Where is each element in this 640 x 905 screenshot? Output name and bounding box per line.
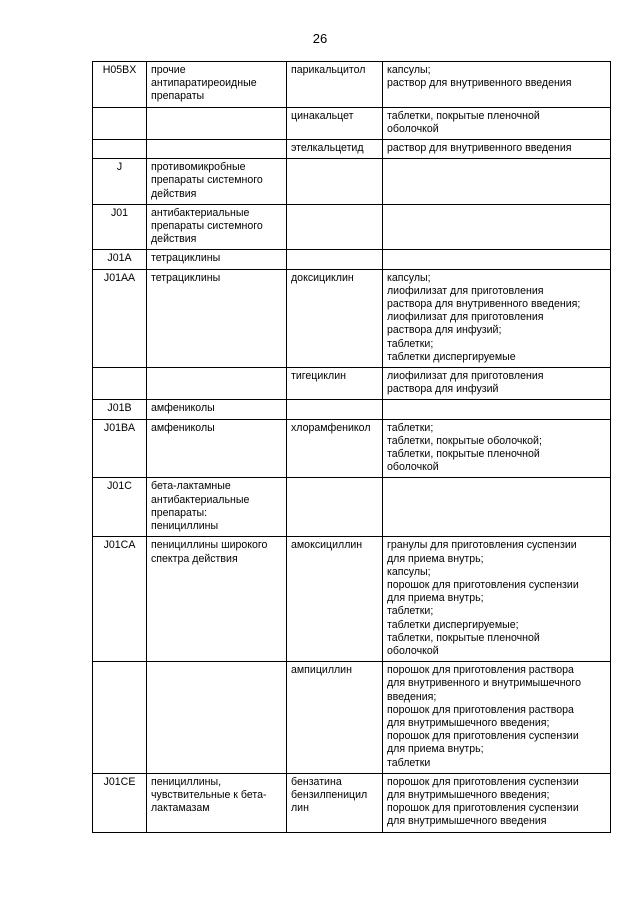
cell-line: таблетки; (387, 421, 434, 434)
cell-line: противомикробные (151, 161, 246, 174)
drug-name-cell (287, 250, 383, 269)
group-cell (147, 400, 287, 419)
cell-line: таблетки, покрытые пленочной (387, 448, 540, 461)
cell-line: лиофилизат для приготовления (387, 370, 544, 383)
table-row (93, 400, 611, 419)
cell-line: тетрациклины (151, 252, 221, 265)
dosage-forms-cell (383, 662, 611, 774)
dosage-forms-cell (383, 107, 611, 139)
cell-line: препараты системного (151, 174, 263, 187)
atc-code-cell: J (93, 159, 147, 205)
dosage-forms-cell (383, 478, 611, 537)
drug-name-cell (287, 662, 383, 774)
drug-name-cell (287, 204, 383, 250)
cell-line: бензилпеницил (291, 788, 368, 801)
group-cell (147, 107, 287, 139)
atc-code-cell: J01CA (93, 537, 147, 662)
cell-line: таблетки (387, 756, 431, 769)
group-cell (147, 204, 287, 250)
drug-name-cell (287, 269, 383, 367)
dosage-forms-cell (383, 140, 611, 159)
drug-name-cell (287, 400, 383, 419)
atc-code-cell (93, 368, 147, 400)
drug-name-cell (287, 478, 383, 537)
cell-line: для внутримышечного введения; (387, 788, 550, 801)
cell-line: порошок для приготовления раствора (387, 664, 574, 677)
cell-line: ампициллин (291, 664, 352, 677)
cell-line: оболочкой (387, 644, 439, 657)
cell-line: порошок для приготовления суспензии (387, 578, 579, 591)
cell-line: антибактериальные (151, 206, 250, 219)
cell-line: таблетки; (387, 605, 434, 618)
cell-line: порошок для приготовления суспензии (387, 730, 579, 743)
cell-line: для приема внутрь; (387, 743, 484, 756)
cell-line: раствора для инфузий; (387, 324, 502, 337)
cell-line: лин (291, 802, 309, 815)
cell-line: таблетки, покрытые пленочной (387, 109, 540, 122)
cell-line: парикальцитол (291, 64, 366, 76)
atc-code-cell: J01B (93, 400, 147, 419)
atc-code-cell: J01CE (93, 773, 147, 832)
cell-line: введения; (387, 690, 437, 703)
atc-code-cell (93, 107, 147, 139)
group-cell (147, 269, 287, 367)
cell-line: бета-лактамные (151, 480, 231, 493)
dosage-forms-cell (383, 204, 611, 250)
cell-line: таблетки, покрытые пленочной (387, 631, 540, 644)
table-row (93, 269, 611, 367)
cell-line: для приема внутрь; (387, 552, 484, 565)
cell-line: амфениколы (151, 402, 215, 415)
cell-line: капсулы; (387, 271, 431, 284)
cell-line: для внутримышечного введения (387, 815, 547, 828)
table-row (93, 662, 611, 774)
dosage-forms-cell (383, 419, 611, 478)
cell-line: порошок для приготовления суспензии (387, 775, 579, 788)
cell-line: раствор для внутривенного введения (387, 142, 572, 155)
group-cell (147, 368, 287, 400)
drug-name-cell (287, 419, 383, 478)
drug-name-cell (287, 368, 383, 400)
cell-line: доксициклин (291, 271, 354, 284)
cell-line: лиофилизат для приготовления (387, 284, 544, 297)
cell-line: антибактериальные (151, 493, 250, 506)
cell-line: порошок для приготовления раствора (387, 703, 574, 716)
table-row (93, 537, 611, 662)
cell-line: тигециклин (291, 370, 346, 383)
table-row (93, 62, 611, 108)
cell-line: лиофилизат для приготовления (387, 311, 544, 324)
cell-line: хлорамфеникол (291, 421, 371, 434)
atc-code-cell (93, 662, 147, 774)
drug-name-cell (287, 537, 383, 662)
cell-line: спектра действия (151, 552, 238, 565)
table-row (93, 773, 611, 832)
group-cell (147, 478, 287, 537)
cell-line: пенициллины широкого (151, 539, 268, 552)
cell-line: лактамазам (151, 802, 210, 815)
drug-name-cell (287, 773, 383, 832)
cell-line: препараты: (151, 506, 208, 519)
group-cell (147, 62, 287, 108)
cell-line: амоксициллин (291, 539, 363, 552)
dosage-forms-cell (383, 269, 611, 367)
table-row (93, 140, 611, 159)
cell-line: препараты системного (151, 220, 263, 233)
cell-line: таблетки, покрытые оболочкой; (387, 434, 542, 447)
atc-code-cell (93, 140, 147, 159)
atc-code-cell: J01A (93, 250, 147, 269)
drug-name-cell (287, 140, 383, 159)
drug-name-cell (287, 159, 383, 205)
dosage-forms-cell (383, 368, 611, 400)
drug-table (92, 61, 611, 833)
atc-code-cell: H05BX (93, 62, 147, 108)
cell-line: для приема внутрь; (387, 592, 484, 605)
atc-code-cell: J01BA (93, 419, 147, 478)
drug-name-cell (287, 107, 383, 139)
table-row (93, 204, 611, 250)
group-cell (147, 537, 287, 662)
dosage-forms-cell (383, 159, 611, 205)
cell-line: препараты (151, 90, 205, 103)
cell-line: таблетки диспергируемые; (387, 618, 519, 631)
cell-line: раствора для внутривенного введения; (387, 298, 581, 311)
table-row (93, 107, 611, 139)
cell-line: раствора для инфузий (387, 383, 499, 396)
cell-line: действия (151, 233, 197, 246)
table-row (93, 478, 611, 537)
cell-line: этелкальцетид (291, 142, 364, 155)
cell-line: раствор для внутривенного введения (387, 77, 572, 90)
cell-line: амфениколы (151, 421, 215, 434)
cell-line: гранулы для приготовления суспензии (387, 539, 577, 552)
cell-line: капсулы; (387, 64, 431, 76)
cell-line: порошок для приготовления суспензии (387, 802, 579, 815)
table-row (93, 159, 611, 205)
group-cell (147, 140, 287, 159)
table-row (93, 368, 611, 400)
group-cell (147, 419, 287, 478)
cell-line: для внутримышечного введения; (387, 716, 550, 729)
group-cell (147, 662, 287, 774)
cell-line: таблетки; (387, 337, 434, 350)
atc-code-cell: J01C (93, 478, 147, 537)
cell-line: чувствительные к бета- (151, 788, 267, 801)
cell-line: пенициллины (151, 520, 219, 533)
atc-code-cell: J01AA (93, 269, 147, 367)
group-cell (147, 773, 287, 832)
cell-line: бензатина (291, 775, 342, 788)
dosage-forms-cell (383, 537, 611, 662)
cell-line: действия (151, 187, 197, 200)
group-cell (147, 250, 287, 269)
dosage-forms-cell (383, 400, 611, 419)
cell-line: антипаратиреоидные (151, 77, 257, 90)
atc-code-cell: J01 (93, 204, 147, 250)
page-number: 26 (312, 31, 328, 46)
cell-line: тетрациклины (151, 271, 221, 284)
cell-line: цинакальцет (291, 109, 354, 122)
cell-line: пенициллины, (151, 775, 222, 788)
cell-line: таблетки диспергируемые (387, 350, 516, 363)
cell-line: капсулы; (387, 565, 431, 578)
table-row (93, 419, 611, 478)
dosage-forms-cell (383, 250, 611, 269)
group-cell (147, 159, 287, 205)
dosage-forms-cell (383, 62, 611, 108)
cell-line: оболочкой (387, 461, 439, 474)
drug-name-cell (287, 62, 383, 108)
cell-line: прочие (151, 64, 186, 76)
cell-line: оболочкой (387, 122, 439, 135)
dosage-forms-cell (383, 773, 611, 832)
table-row (93, 250, 611, 269)
cell-line: для внутривенного и внутримышечного (387, 677, 581, 690)
